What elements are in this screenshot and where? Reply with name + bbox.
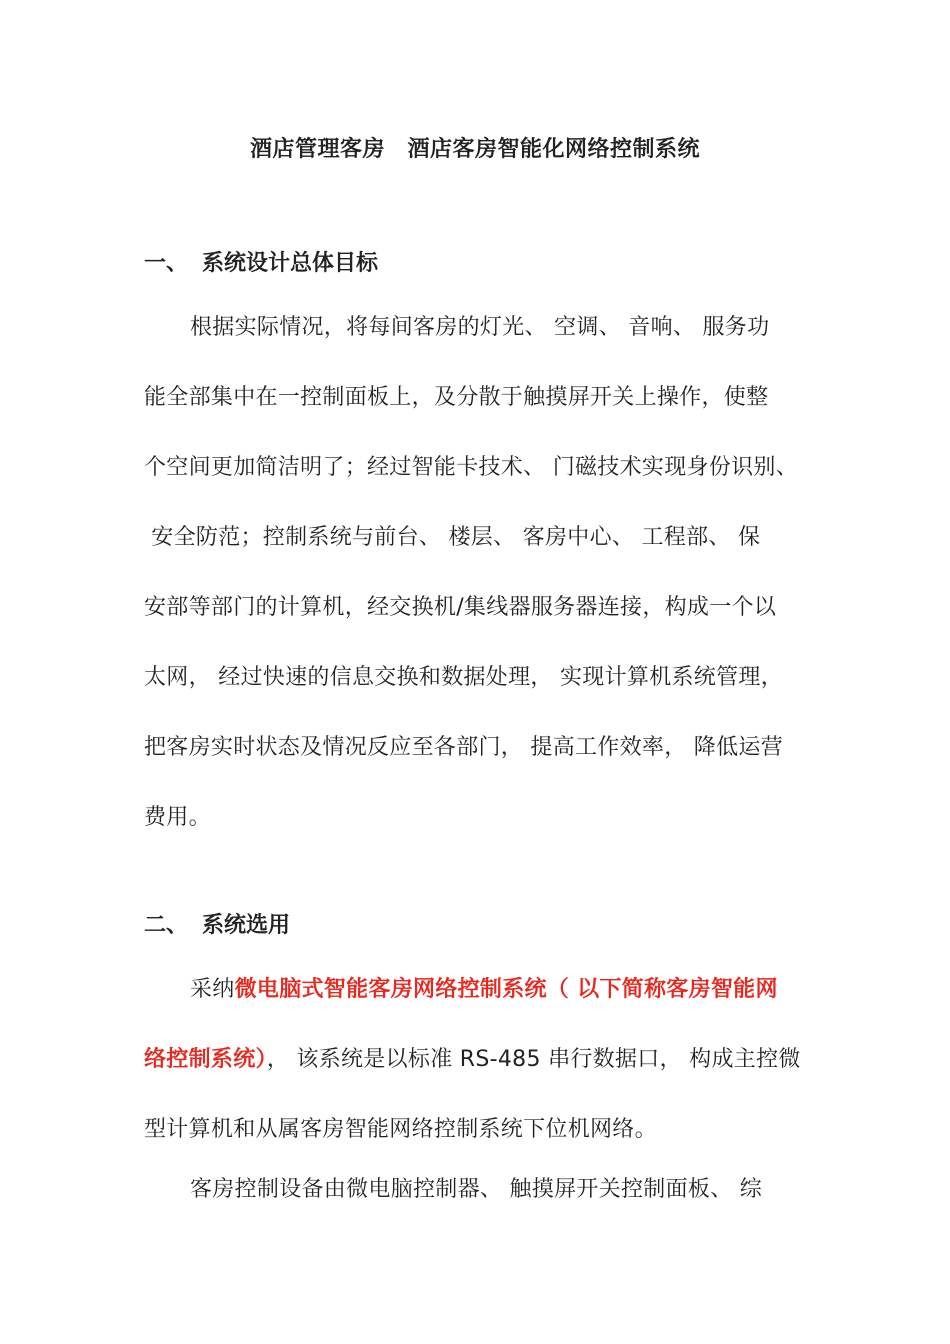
document-title: 酒店管理客房 酒店客房智能化网络控制系统 — [249, 137, 700, 162]
paragraph-line: 型计算机和从属客房智能网络控制系统下位机网络。 — [144, 1117, 657, 1142]
paragraph-line — [190, 972, 810, 1003]
section-title-2: 系统选用 — [202, 913, 291, 938]
paragraph-line: 根据实际情况，将每间客房的灯光、 空调、 音响、 服务功 — [190, 315, 770, 340]
text-span: ， 该系统是以标准 RS-485 串行数据口， 构成主控微 — [266, 1047, 801, 1072]
paragraph-line: 安全防范；控制系统与前台、 楼层、 客房中心、 工程部、 保 — [144, 525, 761, 550]
section-heading-2 — [144, 908, 290, 939]
paragraph-line: 个空间更加简洁明了；经过智能卡技术、 门磁技术实现身份识别、 — [144, 455, 798, 480]
section-heading-1 — [144, 246, 378, 277]
highlighted-system-name: 络控制系统） — [144, 1047, 267, 1072]
section-title-1: 系统设计总体目标 — [202, 251, 379, 276]
paragraph-line: 太网， 经过快速的信息交换和数据处理， 实现计算机系统管理， — [144, 665, 783, 690]
paragraph-line: 把客房实时状态及情况反应至各部门， 提高工作效率， 降低运营 — [144, 735, 783, 760]
paragraph-line: 费用。 — [144, 805, 211, 830]
paragraph-line: 客房控制设备由微电脑控制器、 触摸屏开关控制面板、 综 — [190, 1177, 763, 1202]
paragraph-line: 能全部集中在一控制面板上，及分散于触摸屏开关上操作，使整 — [144, 385, 769, 410]
highlighted-system-name: 微电脑式智能客房网络控制系统（ 以下简称客房智能网 — [234, 977, 778, 1002]
paragraph-line: 安部等部门的计算机，经交换机/集线器服务器连接，构成一个以 — [144, 595, 777, 620]
paragraph-line — [144, 1042, 810, 1073]
text-span: 采纳 — [190, 977, 235, 1002]
section-number-2: 二、 — [144, 913, 189, 938]
section-number-1: 一、 — [144, 251, 189, 276]
